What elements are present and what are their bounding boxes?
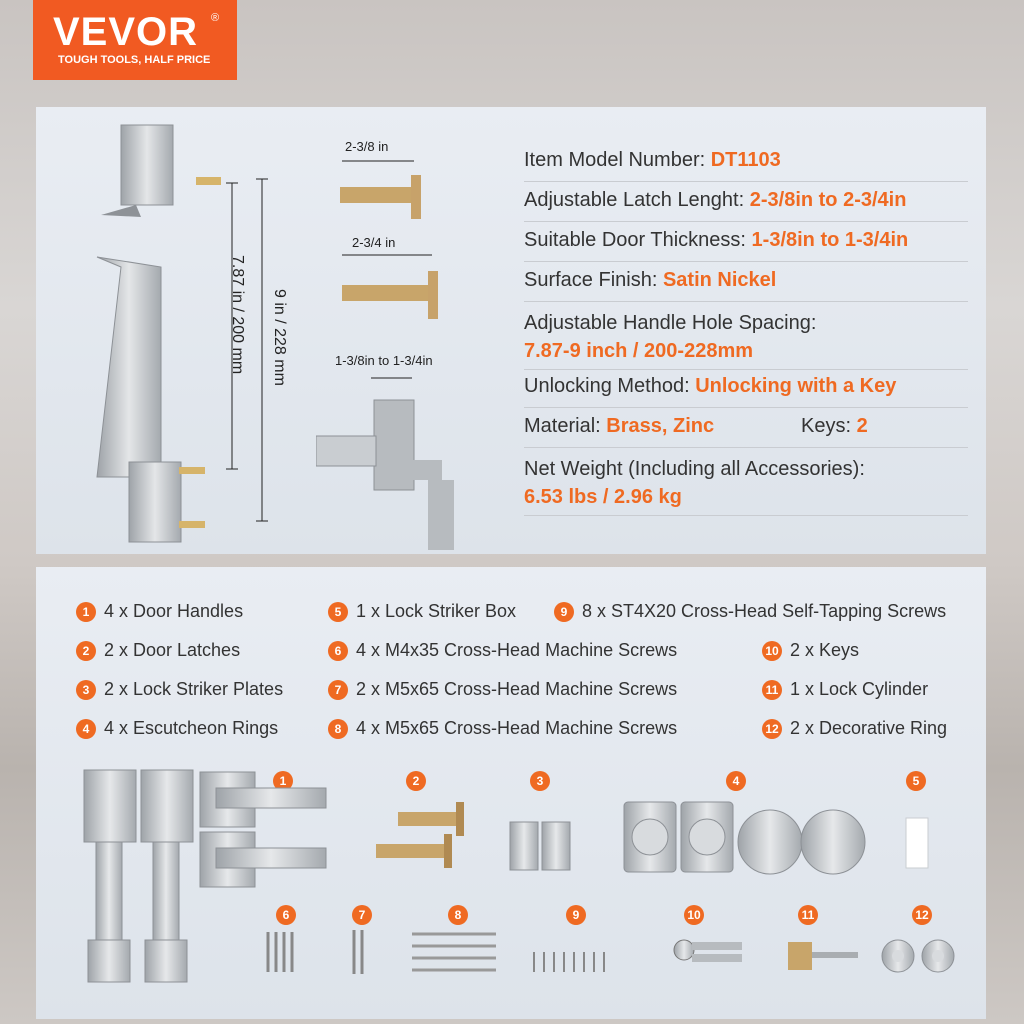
spec-finish: Surface Finish: Satin Nickel	[524, 269, 968, 302]
spec-model: Item Model Number: DT1103	[524, 149, 968, 182]
badge-10: 10	[684, 905, 704, 925]
striker-box-icon	[906, 818, 928, 868]
keys-icon	[674, 940, 742, 962]
package-item-7: 7 2 x M5x65 Cross-Head Machine Screws	[328, 679, 677, 700]
package-item-2: 2 2 x Door Latches	[76, 640, 240, 661]
striker-plates-icon	[510, 822, 570, 870]
package-item-3: 3 2 x Lock Striker Plates	[76, 679, 283, 700]
package-item-9: 9 8 x ST4X20 Cross-Head Self-Tapping Screws	[554, 601, 946, 622]
package-item-4: 4 4 x Escutcheon Rings	[76, 718, 278, 739]
badge-6: 6	[276, 905, 296, 925]
escutcheon-rings-icon	[624, 802, 865, 874]
spec-keys: Keys: 2	[801, 415, 868, 437]
badge-11: 11	[798, 905, 818, 925]
badge-7: 7	[352, 905, 372, 925]
lock-cylinder-icon	[788, 942, 858, 970]
badge-1: 1	[273, 771, 293, 791]
package-item-5: 5 1 x Lock Striker Box	[328, 601, 516, 622]
package-item-12: 12 2 x Decorative Ring	[762, 718, 947, 739]
spec-latch-value: 2-3/8in to 2-3/4in	[749, 189, 907, 211]
package-item-8: 8 4 x M5x65 Cross-Head Machine Screws	[328, 718, 677, 739]
vevor-logo	[33, 0, 237, 80]
spec-material-value: Brass, Zinc	[606, 415, 715, 437]
spec-hole-spacing-value: 7.87-9 inch / 200-228mm	[524, 340, 754, 362]
spec-door-thickness: Suitable Door Thickness: 1-3/8in to 1-3/4in	[524, 229, 968, 262]
spec-hole-spacing: Adjustable Handle Hole Spacing: 7.87-9 inch / 200-228mm	[524, 309, 968, 370]
spec-model-value: DT1103	[710, 149, 781, 171]
spec-weight-value: 6.53 lbs / 2.96 kg	[524, 486, 682, 508]
self-tapping-screws-icon	[534, 952, 604, 972]
package-parts-illustration	[36, 762, 986, 1017]
badge-5: 5	[906, 771, 926, 791]
badge-9: 9	[566, 905, 586, 925]
spec-material: Material: Brass, Zinc Keys: 2	[524, 415, 968, 448]
door-thickness-label: 1-3/8in to 1-3/4in	[335, 353, 433, 368]
decorative-ring-icon	[882, 940, 954, 972]
latch-long-icon	[336, 249, 466, 329]
hole-spacing-label: 7.87 in / 200 mm	[229, 255, 246, 375]
latch-short-icon	[326, 155, 456, 230]
package-item-1: 1 4 x Door Handles	[76, 601, 243, 622]
door-handles-icon	[84, 770, 326, 982]
logo-registered: ®	[211, 12, 220, 24]
latch-short-label: 2-3/8 in	[345, 139, 389, 154]
total-length-label: 9 in / 228 mm	[271, 289, 288, 386]
package-item-10: 10 2 x Keys	[762, 640, 859, 661]
spec-unlocking: Unlocking Method: Unlocking with a Key	[524, 375, 968, 408]
spec-panel	[36, 107, 986, 554]
spec-finish-value: Satin Nickel	[662, 269, 777, 291]
package-item-11: 11 1 x Lock Cylinder	[762, 679, 928, 700]
package-item-6: 6 4 x M4x35 Cross-Head Machine Screws	[328, 640, 677, 661]
badge-3: 3	[530, 771, 550, 791]
m4x35-screws-icon	[268, 932, 292, 972]
package-panel	[36, 567, 986, 1019]
door-thickness-icon	[316, 370, 476, 555]
latch-long-label: 2-3/4 in	[352, 235, 396, 250]
badge-4: 4	[726, 771, 746, 791]
m5x65-screws-icon	[354, 930, 362, 974]
m5x65-screws-long-icon	[412, 934, 496, 970]
logo-tagline: TOUGH TOOLS, HALF PRICE	[58, 54, 211, 66]
spec-keys-value: 2	[856, 415, 868, 437]
badge-12: 12	[912, 905, 932, 925]
spec-unlocking-value: Unlocking with a Key	[695, 375, 897, 397]
badge-8: 8	[448, 905, 468, 925]
door-latches-icon	[376, 802, 464, 868]
spec-latch: Adjustable Latch Lenght: 2-3/8in to 2-3/4in	[524, 189, 968, 222]
door-handle-illustration	[91, 117, 221, 547]
spec-door-thickness-value: 1-3/8in to 1-3/4in	[751, 229, 909, 251]
spec-weight: Net Weight (Including all Accessories): 6.53 lbs / 2.96 kg	[524, 455, 968, 516]
logo-brand: VEVOR	[53, 10, 199, 54]
badge-2: 2	[406, 771, 426, 791]
dimension-lines	[216, 175, 276, 527]
